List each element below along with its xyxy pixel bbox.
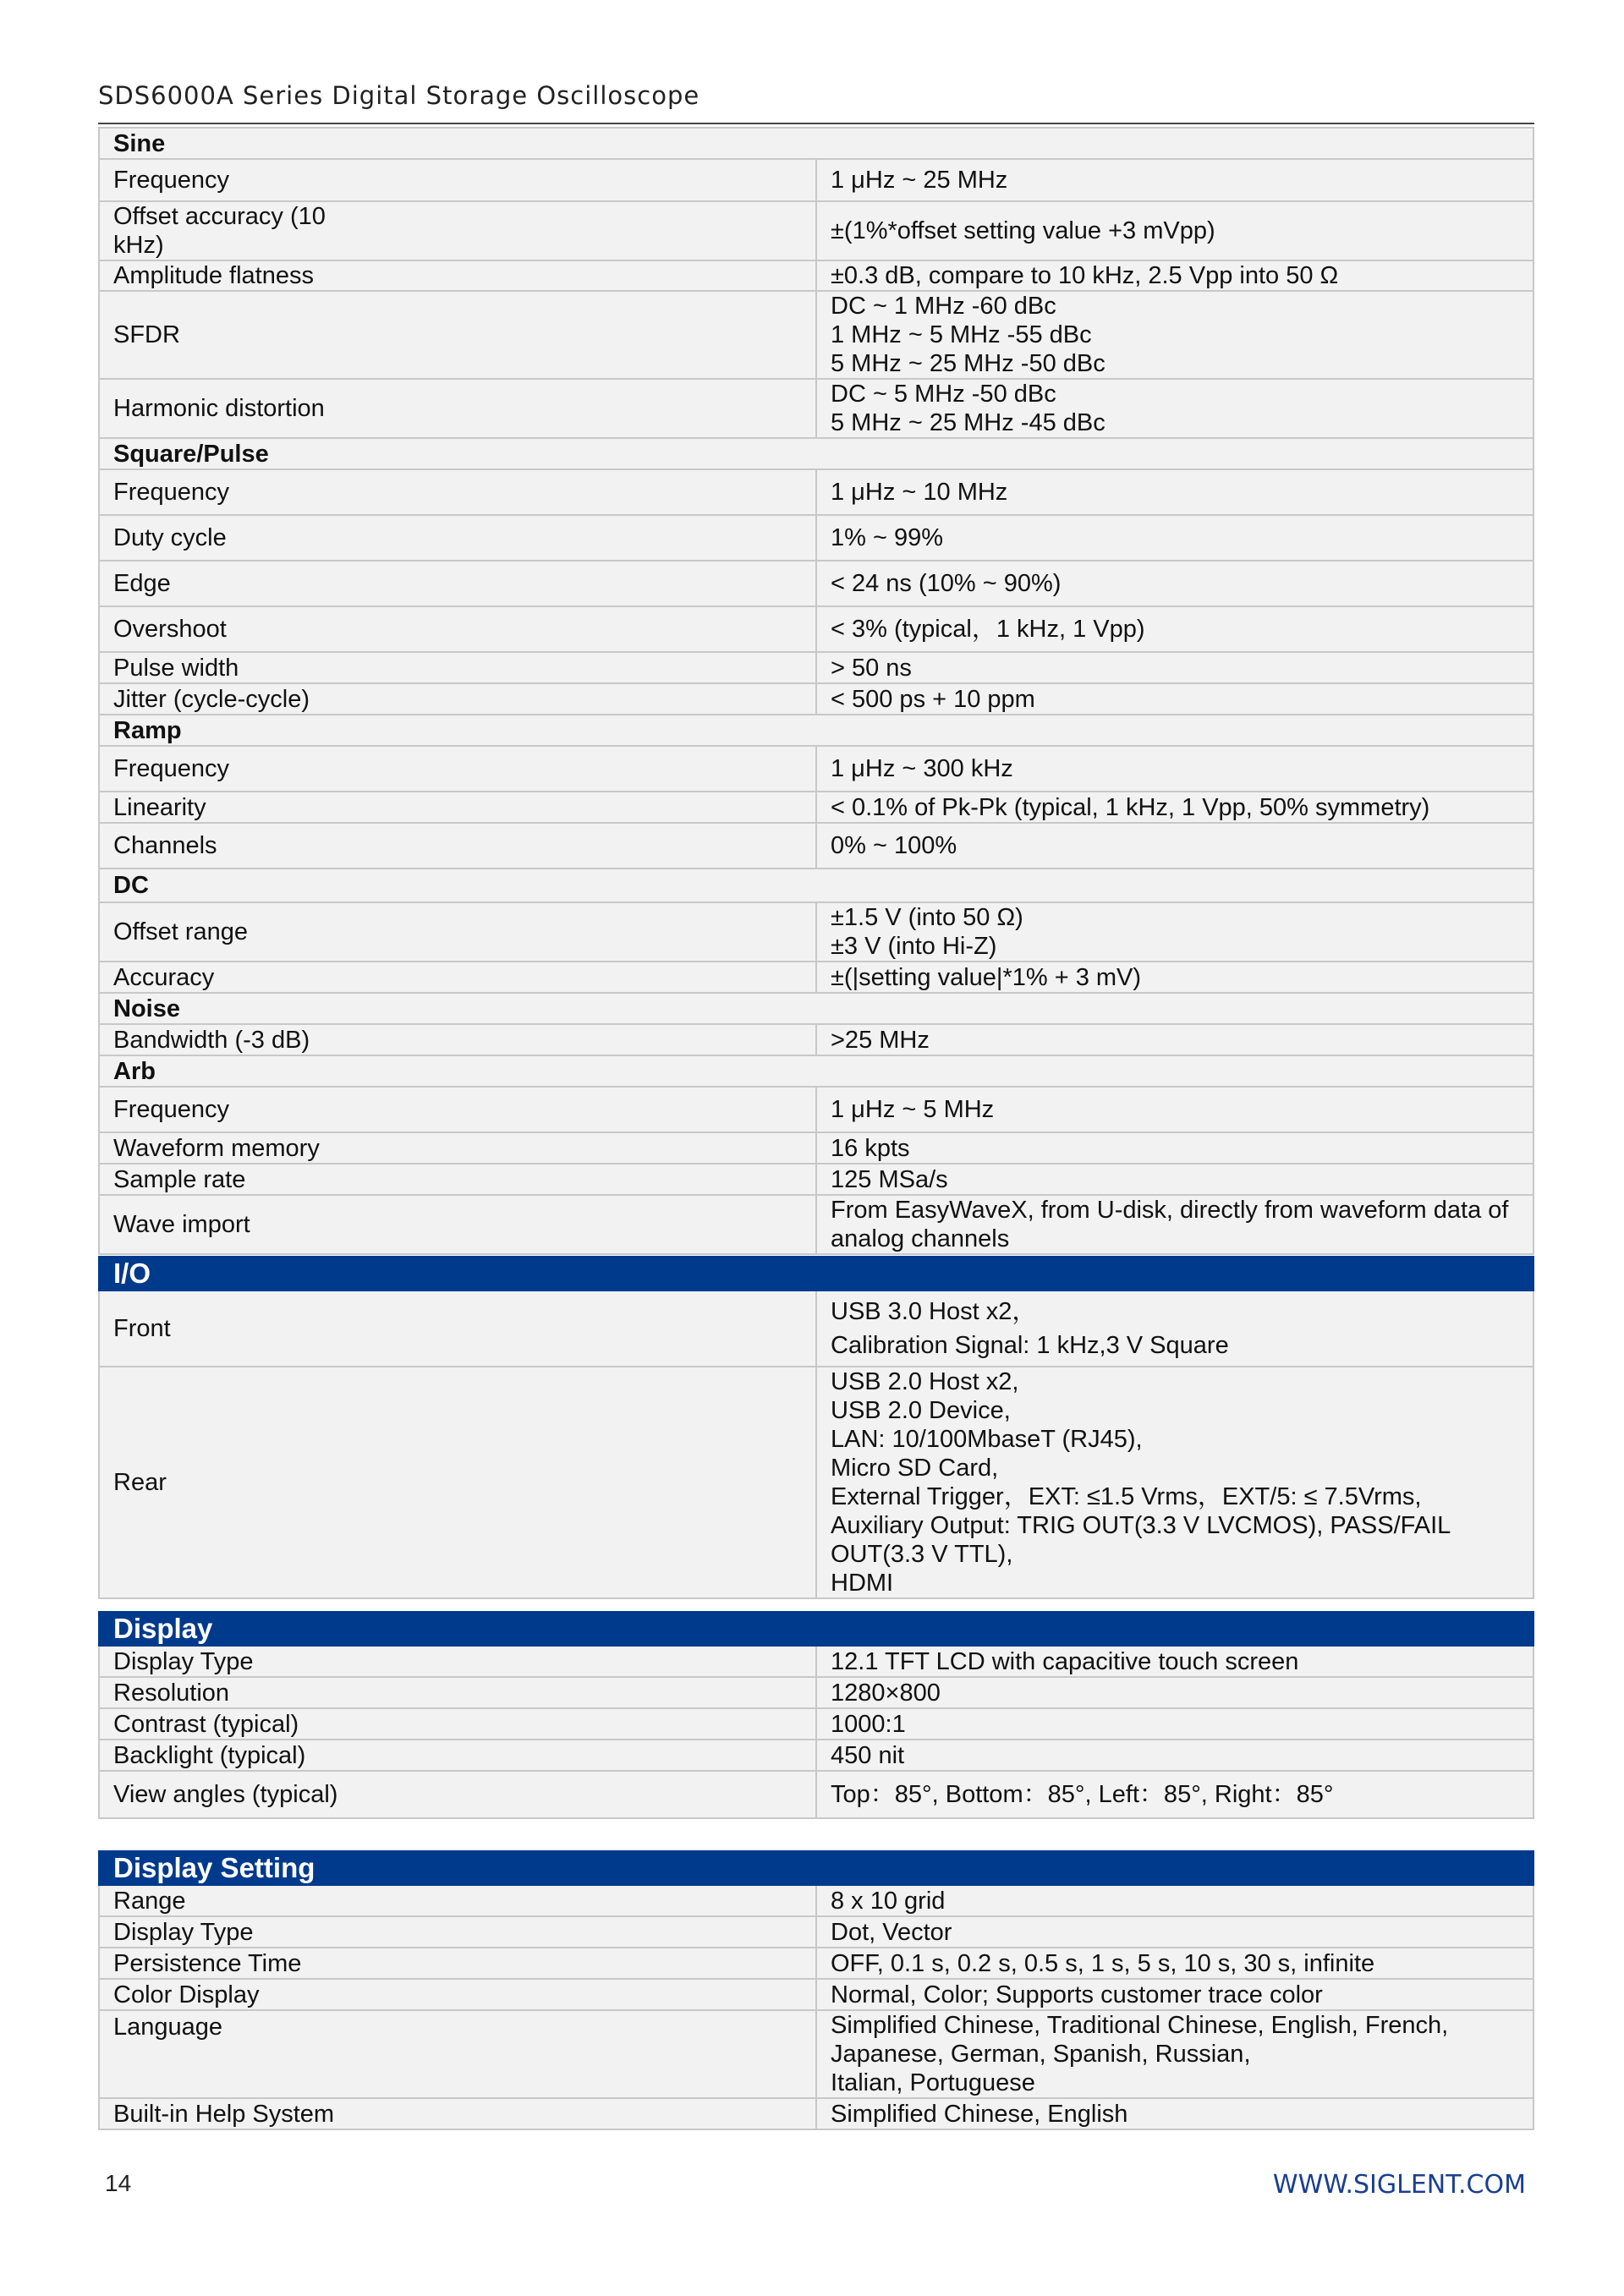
- footer-website-link[interactable]: WWW.SIGLENT.COM: [1272, 2170, 1526, 2200]
- subsection-row: [99, 993, 1533, 1024]
- row-value: 0% ~ 100%: [816, 823, 1533, 869]
- row-label: Color Display: [99, 1979, 816, 2010]
- row-label: Frequency: [99, 159, 816, 201]
- row-value: ±1.5 V (into 50 Ω) ±3 V (into Hi-Z): [816, 902, 1533, 962]
- row-value: Simplified Chinese, Traditional Chinese, English, French, Japanese, German, Spanish, Russian, Italian, Portuguese: [816, 2010, 1533, 2098]
- table-row: [99, 1132, 1533, 1164]
- row-value: 1 μHz ~ 300 kHz: [816, 746, 1533, 792]
- row-value: >25 MHz: [816, 1024, 1533, 1055]
- row-label: Channels: [99, 823, 816, 869]
- table-row: [99, 1771, 1533, 1818]
- row-value: 12.1 TFT LCD with capacitive touch screen: [816, 1646, 1533, 1677]
- section-title-display: Display: [99, 1612, 1533, 1646]
- row-value: From EasyWaveX, from U-disk, directly from waveform data of analog channels: [816, 1195, 1533, 1254]
- table-row: [99, 962, 1533, 993]
- row-value: 16 kpts: [816, 1132, 1533, 1164]
- subsection-title-arb: Arb: [99, 1055, 1533, 1087]
- io-spec-table: [98, 1256, 1534, 1599]
- row-label: Rear: [99, 1367, 816, 1598]
- table-row: [99, 1916, 1533, 1948]
- table-row: [99, 159, 1533, 201]
- row-label: Front: [99, 1290, 816, 1367]
- row-label: Bandwidth (-3 dB): [99, 1024, 816, 1055]
- section-header-row: [99, 1851, 1533, 1885]
- subsection-row: [99, 128, 1533, 159]
- subsection-row: [99, 715, 1533, 746]
- table-row: [99, 792, 1533, 823]
- row-label: Built-in Help System: [99, 2098, 816, 2129]
- row-value: USB 2.0 Host x2, USB 2.0 Device, LAN: 10/100MbaseT (RJ45), Micro SD Card, External Trigger，EXT: ≤1.5 Vrms，EXT/5: ≤ 7.5Vrms, Auxiliary Output: TRIG OUT(3.3 V LVCMOS), PASS/FAIL OUT(3.3 V TTL), HDMI: [816, 1367, 1533, 1598]
- row-label: SFDR: [99, 291, 816, 379]
- row-value: OFF, 0.1 s, 0.2 s, 0.5 s, 1 s, 5 s, 10 s, 30 s, infinite: [816, 1948, 1533, 1979]
- row-label: Linearity: [99, 792, 816, 823]
- display-setting-spec-table: [98, 1850, 1534, 2130]
- row-label: Backlight (typical): [99, 1740, 816, 1771]
- table-row: [99, 260, 1533, 291]
- table-row: [99, 606, 1533, 652]
- table-row: [99, 1677, 1533, 1708]
- table-row: [99, 469, 1533, 515]
- row-label: Range: [99, 1885, 816, 1916]
- row-label: Edge: [99, 561, 816, 606]
- table-row: [99, 1708, 1533, 1740]
- document-header: SDS6000A Series Digital Storage Oscilloscope: [98, 81, 700, 110]
- subsection-row: [99, 438, 1533, 469]
- section-header-row: [99, 1257, 1533, 1290]
- subsection-title-sine: Sine: [99, 128, 1533, 159]
- table-row: [99, 652, 1533, 683]
- table-row: [99, 2010, 1533, 2098]
- row-label: Frequency: [99, 469, 816, 515]
- row-label: Harmonic distortion: [99, 379, 816, 438]
- row-label: Offset accuracy (10 kHz): [99, 201, 816, 260]
- display-spec-table: [98, 1611, 1534, 1819]
- row-value: 450 nit: [816, 1740, 1533, 1771]
- subsection-row: [99, 1055, 1533, 1087]
- table-row: [99, 1164, 1533, 1195]
- row-value: < 3% (typical，1 kHz, 1 Vpp): [816, 606, 1533, 652]
- row-label: Pulse width: [99, 652, 816, 683]
- subsection-title-noise: Noise: [99, 993, 1533, 1024]
- awg-spec-table: [98, 127, 1534, 1255]
- header-rule: [98, 123, 1534, 124]
- row-value: ±0.3 dB, compare to 10 kHz, 2.5 Vpp into 50 Ω: [816, 260, 1533, 291]
- row-label: Wave import: [99, 1195, 816, 1254]
- subsection-title-square-pulse: Square/Pulse: [99, 438, 1533, 469]
- row-label: Language: [99, 2010, 816, 2098]
- row-value: Normal, Color; Supports customer trace color: [816, 1979, 1533, 2010]
- row-value: ±(|setting value|*1% + 3 mV): [816, 962, 1533, 993]
- row-label: Display Type: [99, 1646, 816, 1677]
- table-row: [99, 1740, 1533, 1771]
- subsection-title-dc: DC: [99, 869, 1533, 902]
- section-title-display-setting: Display Setting: [99, 1851, 1533, 1885]
- table-row: [99, 1885, 1533, 1916]
- row-label: Overshoot: [99, 606, 816, 652]
- table-row: [99, 823, 1533, 869]
- table-row: [99, 1948, 1533, 1979]
- row-label: Sample rate: [99, 1164, 816, 1195]
- table-row: [99, 1087, 1533, 1132]
- page-number: 14: [105, 2170, 132, 2196]
- row-value: 1% ~ 99%: [816, 515, 1533, 561]
- table-row: [99, 1646, 1533, 1677]
- row-label: Frequency: [99, 1087, 816, 1132]
- table-row: [99, 379, 1533, 438]
- table-row: [99, 201, 1533, 260]
- subsection-row: [99, 869, 1533, 902]
- row-value: < 500 ps + 10 ppm: [816, 683, 1533, 715]
- row-value: 1 μHz ~ 5 MHz: [816, 1087, 1533, 1132]
- section-header-row: [99, 1612, 1533, 1646]
- row-value: Top：85°, Bottom：85°, Left：85°, Right：85°: [816, 1771, 1533, 1818]
- row-label: Contrast (typical): [99, 1708, 816, 1740]
- row-value: DC ~ 5 MHz -50 dBc 5 MHz ~ 25 MHz -45 dBc: [816, 379, 1533, 438]
- row-value: 1000:1: [816, 1708, 1533, 1740]
- table-row: [99, 515, 1533, 561]
- row-label: Amplitude flatness: [99, 260, 816, 291]
- row-value: 1280×800: [816, 1677, 1533, 1708]
- row-value: 125 MSa/s: [816, 1164, 1533, 1195]
- row-label: View angles (typical): [99, 1771, 816, 1818]
- table-row: [99, 1367, 1533, 1598]
- table-row: [99, 291, 1533, 379]
- row-value: Simplified Chinese, English: [816, 2098, 1533, 2129]
- row-value: 1 μHz ~ 10 MHz: [816, 469, 1533, 515]
- row-label: Display Type: [99, 1916, 816, 1948]
- row-value: < 0.1% of Pk-Pk (typical, 1 kHz, 1 Vpp, 50% symmetry): [816, 792, 1533, 823]
- table-row: [99, 683, 1533, 715]
- row-value: DC ~ 1 MHz -60 dBc 1 MHz ~ 5 MHz -55 dBc 5 MHz ~ 25 MHz -50 dBc: [816, 291, 1533, 379]
- section-title-io: I/O: [99, 1257, 1533, 1290]
- row-value: 8 x 10 grid: [816, 1885, 1533, 1916]
- table-row: [99, 1979, 1533, 2010]
- row-label: Jitter (cycle-cycle): [99, 683, 816, 715]
- table-row: [99, 1290, 1533, 1367]
- table-row: [99, 2098, 1533, 2129]
- table-row: [99, 902, 1533, 962]
- row-label: Offset range: [99, 902, 816, 962]
- row-value: ±(1%*offset setting value +3 mVpp): [816, 201, 1533, 260]
- row-value: USB 3.0 Host x2， Calibration Signal: 1 kHz,3 V Square: [816, 1290, 1533, 1367]
- row-label: Waveform memory: [99, 1132, 816, 1164]
- row-value: < 24 ns (10% ~ 90%): [816, 561, 1533, 606]
- row-label: Resolution: [99, 1677, 816, 1708]
- row-value: Dot, Vector: [816, 1916, 1533, 1948]
- table-row: [99, 1024, 1533, 1055]
- table-row: [99, 561, 1533, 606]
- row-value: 1 μHz ~ 25 MHz: [816, 159, 1533, 201]
- table-row: [99, 746, 1533, 792]
- row-label: Accuracy: [99, 962, 816, 993]
- table-row: [99, 1195, 1533, 1254]
- row-label: Persistence Time: [99, 1948, 816, 1979]
- row-label: Duty cycle: [99, 515, 816, 561]
- row-label: Frequency: [99, 746, 816, 792]
- row-value: > 50 ns: [816, 652, 1533, 683]
- subsection-title-ramp: Ramp: [99, 715, 1533, 746]
